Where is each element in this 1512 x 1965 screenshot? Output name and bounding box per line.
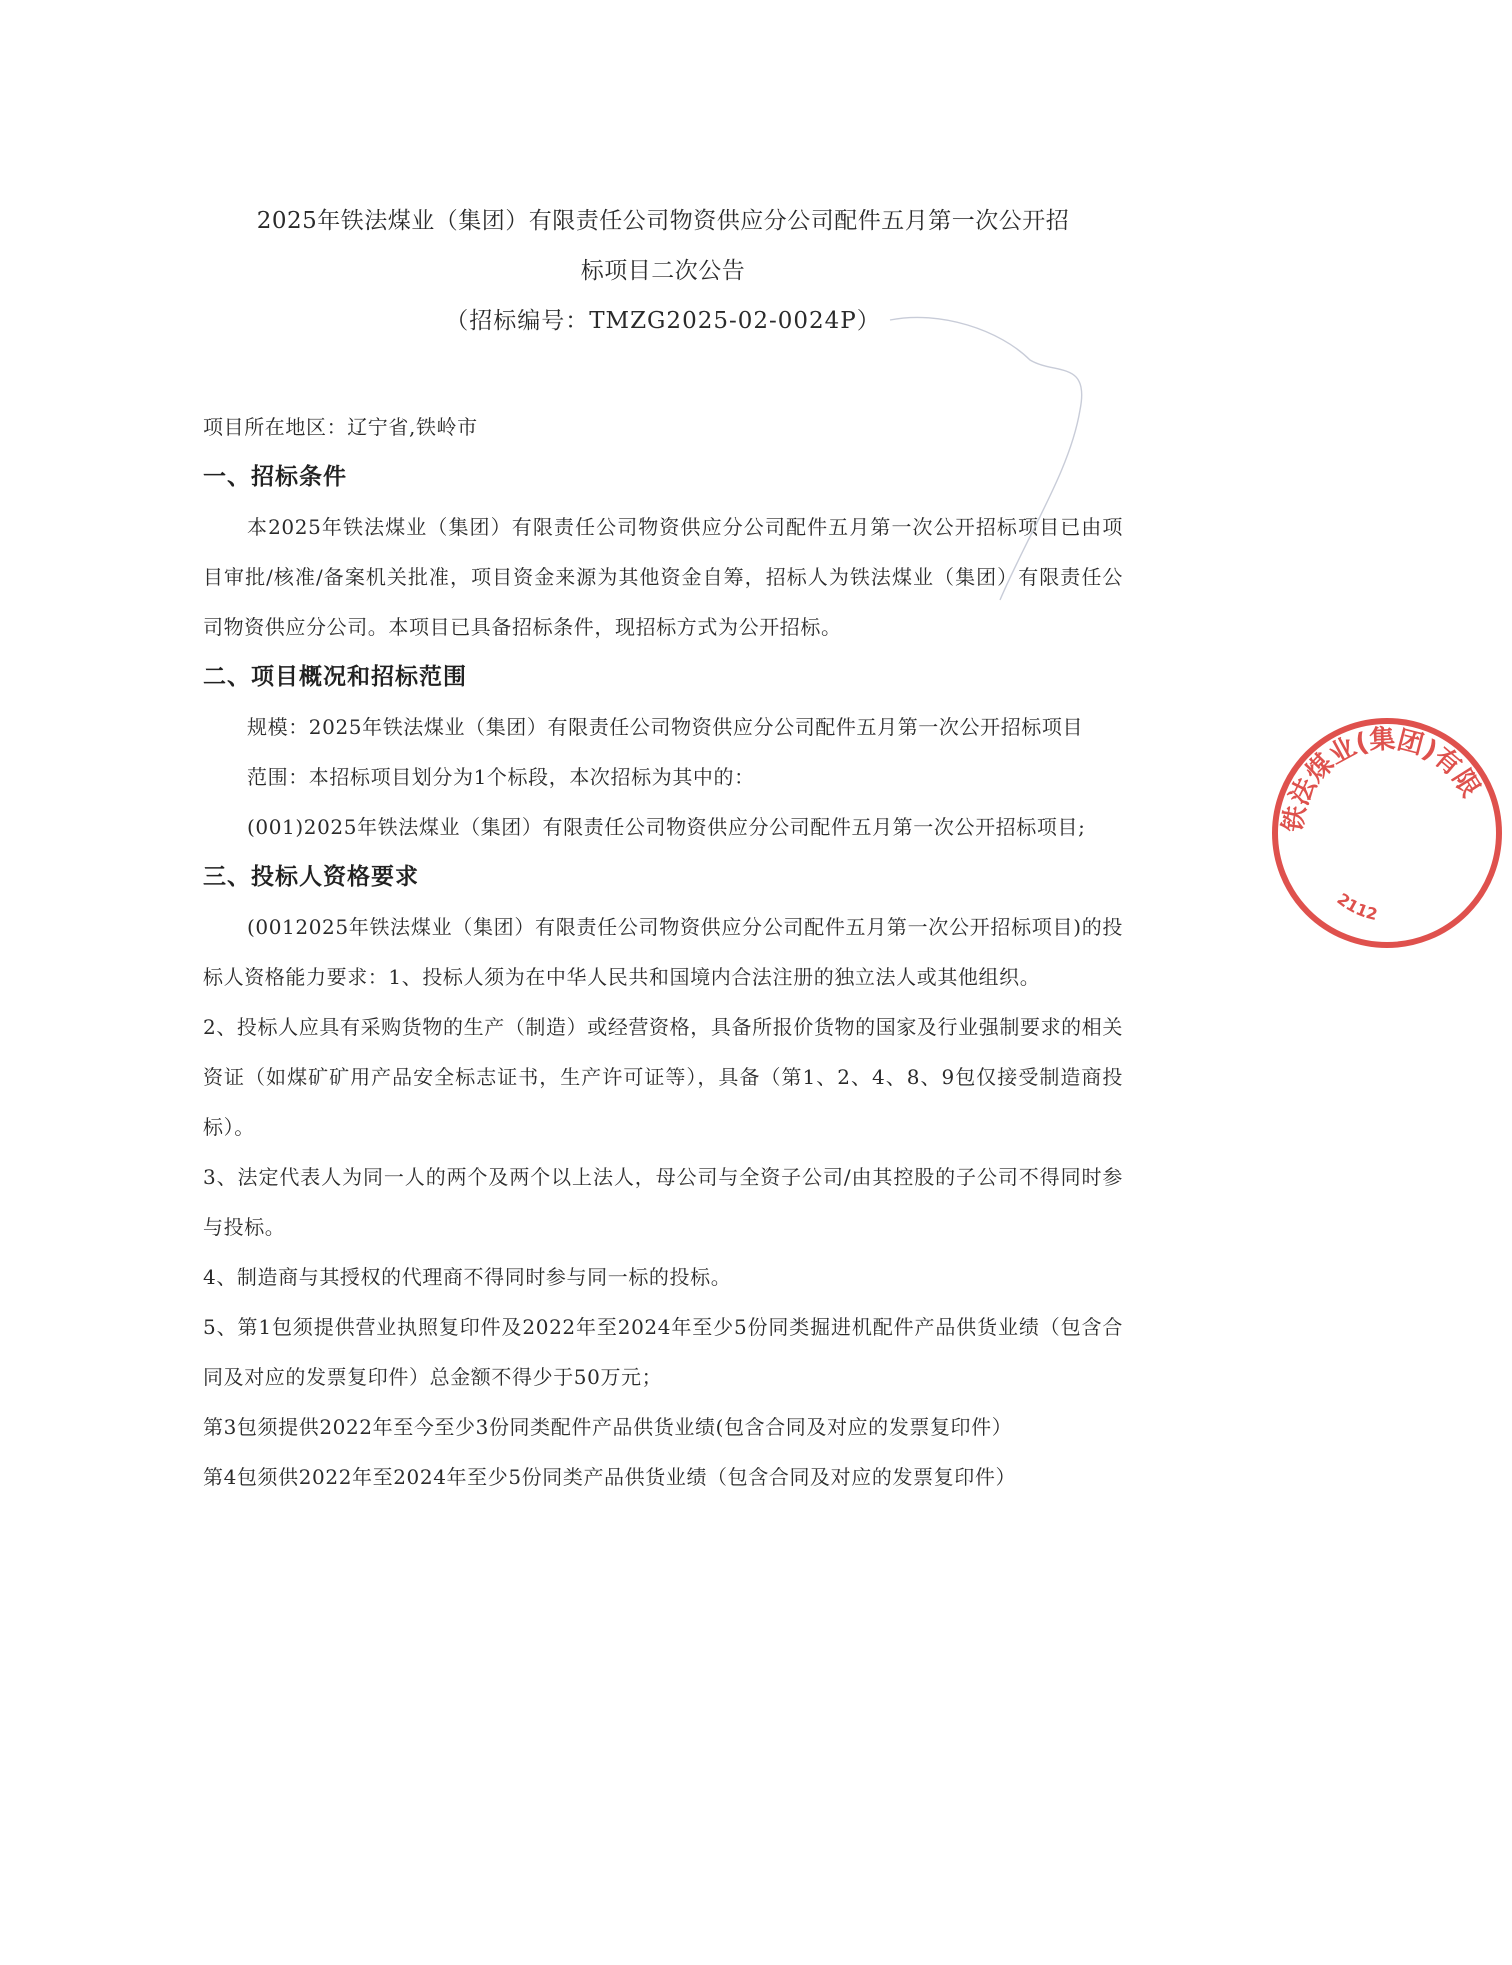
section-2-paragraph-2: 范围：本招标项目划分为1个标段，本次招标为其中的：: [247, 765, 755, 789]
seal-arc-text: 铁法煤业(集团)有限: [1278, 724, 1486, 835]
tender-code: （招标编号：TMZG2025-02-0024P）: [445, 308, 881, 334]
section-3-paragraph-6: 第3包须提供2022年至今至少3份同类配件产品供货业绩(包含合同及对应的发票复印件）: [203, 1415, 1013, 1439]
section-heading-2: 二、项目概况和招标范围: [203, 664, 467, 690]
section-2-paragraph-3: (001)2025年铁法煤业（集团）有限责任公司物资供应分公司配件五月第一次公开招标项目;: [247, 815, 1086, 839]
title-line-2: 标项目二次公告: [580, 258, 746, 284]
section-3-paragraph-3: 3、法定代表人为同一人的两个及两个以上法人，母公司与全资子公司/由其控股的子公司不得同时参与投标。: [203, 1165, 1123, 1239]
section-3-paragraph-5: 5、第1包须提供营业执照复印件及2022年至2024年至少5份同类掘进机配件产品供货业绩（包含合同及对应的发票复印件）总金额不得少于50万元；: [203, 1315, 1123, 1389]
svg-text:2112: [1333, 889, 1379, 924]
section-3-paragraph-4: 4、制造商与其授权的代理商不得同时参与同一标的投标。: [203, 1265, 732, 1289]
section-3-paragraph-7: 第4包须供2022年至2024年至少5份同类产品供货业绩（包含合同及对应的发票复印件）: [203, 1465, 1017, 1489]
section-heading-3: 三、投标人资格要求: [203, 864, 419, 890]
project-region: 项目所在地区：辽宁省,铁岭市: [203, 415, 478, 439]
seal-number: 2112: [1333, 889, 1380, 925]
section-3-paragraph-2: 2、投标人应具有采购货物的生产（制造）或经营资格，具备所报价货物的国家及行业强制要求的相关资证（如煤矿矿用产品安全标志证书，生产许可证等），具备（第1、2、4、8、9包仅接受制造商投标）。: [203, 1015, 1123, 1139]
official-seal-stamp: [1262, 708, 1512, 958]
section-1-paragraph-1: 本2025年铁法煤业（集团）有限责任公司物资供应分公司配件五月第一次公开招标项目已由项目审批/核准/备案机关批准，项目资金来源为其他资金自筹，招标人为铁法煤业（集团）有限责任公司物资供应分公司。本项目已具备招标条件，现招标方式为公开招标。: [203, 515, 1123, 639]
title-line-1: 2025年铁法煤业（集团）有限责任公司物资供应分公司配件五月第一次公开招: [256, 208, 1070, 234]
section-heading-1: 一、招标条件: [203, 464, 347, 490]
section-2-paragraph-1: 规模：2025年铁法煤业（集团）有限责任公司物资供应分公司配件五月第一次公开招标项目: [247, 715, 1084, 739]
section-3-paragraph-1: (0012025年铁法煤业（集团）有限责任公司物资供应分公司配件五月第一次公开招标项目)的投标人资格能力要求：1、投标人须为在中华人民共和国境内合法注册的独立法人或其他组织。: [203, 915, 1123, 989]
pen-scribble: [880, 300, 1120, 620]
